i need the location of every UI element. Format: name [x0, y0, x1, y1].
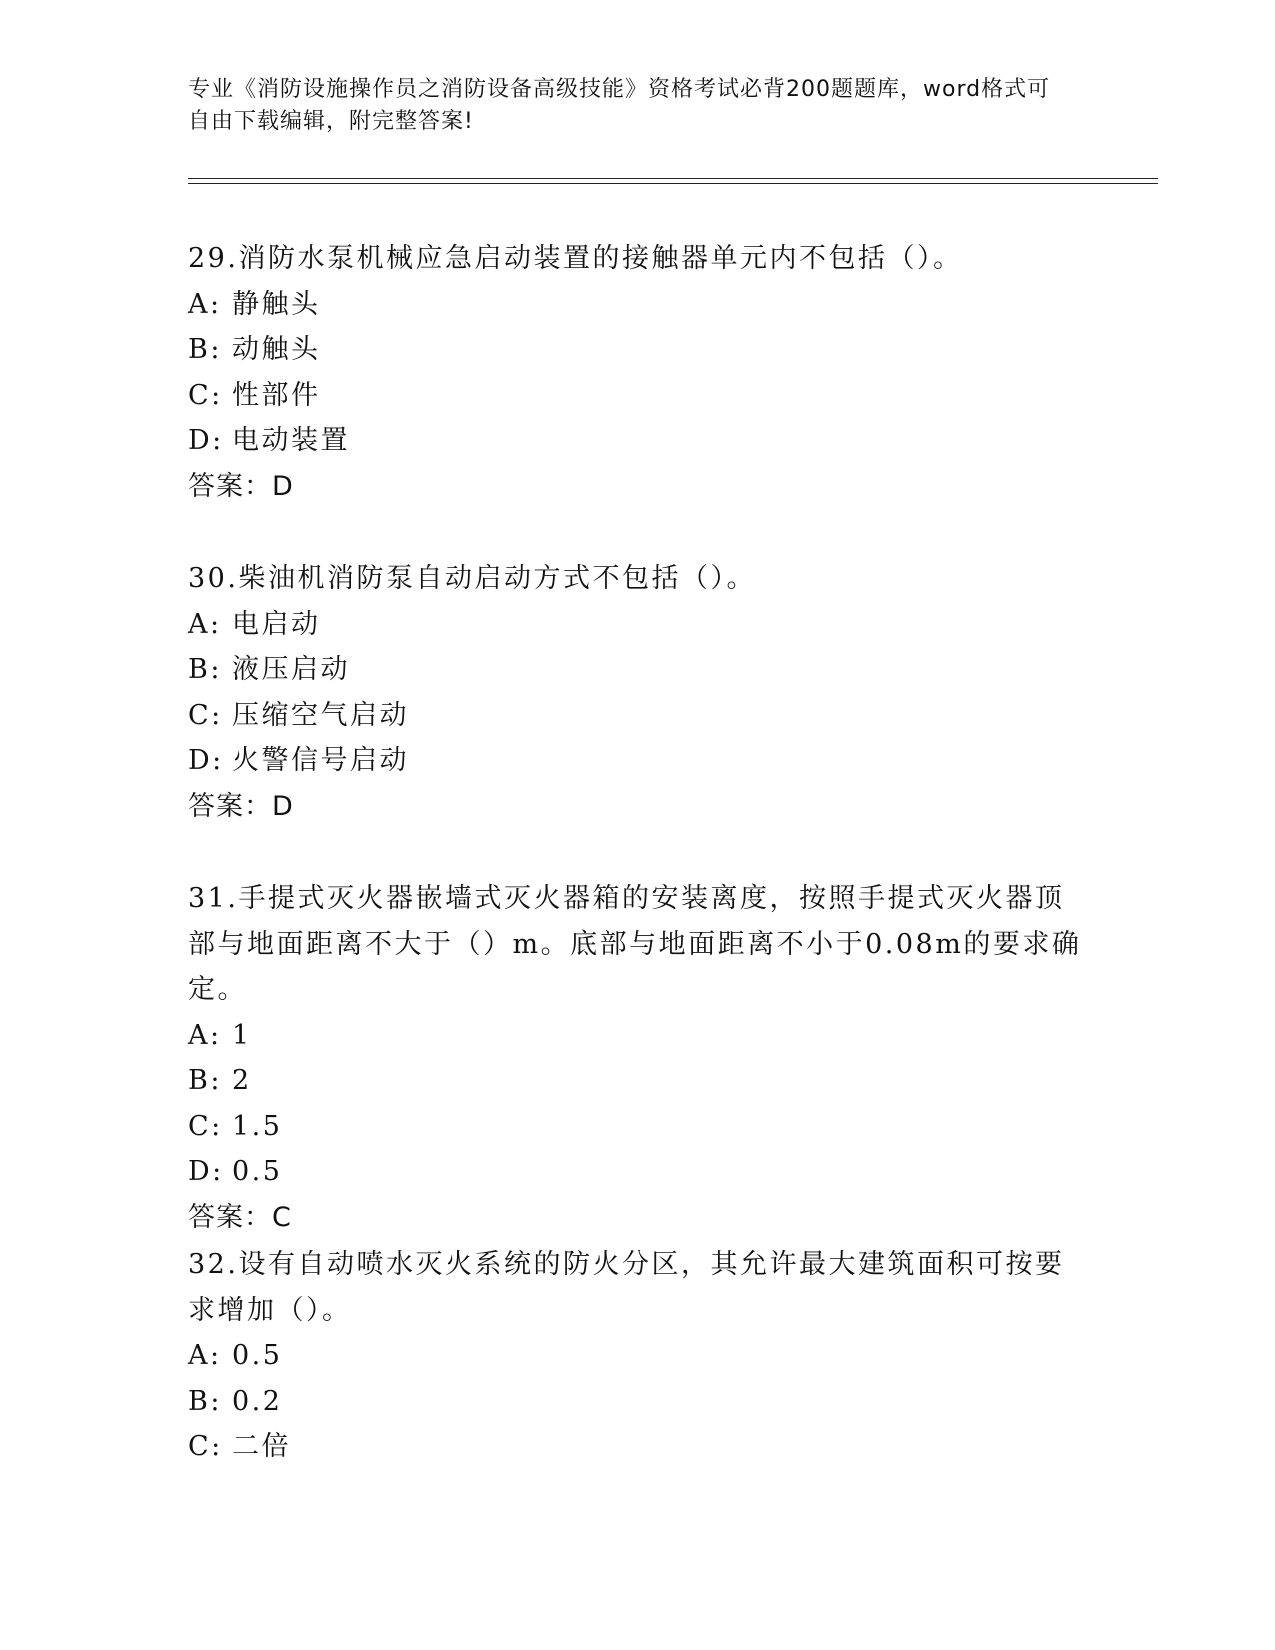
answer-value: C — [272, 1201, 292, 1233]
question-29 — [188, 236, 1088, 509]
answer-label: 答案： — [188, 790, 272, 822]
option-a — [188, 602, 1088, 648]
option-b — [188, 327, 1088, 373]
option-text: 0.5 — [232, 1340, 283, 1371]
option-text: 电启动 — [232, 608, 321, 640]
header-divider-top — [188, 178, 1158, 179]
option-text: 火警信号启动 — [232, 745, 409, 776]
option-b — [188, 1379, 1088, 1425]
option-letter: C: — [188, 699, 223, 731]
option-text: 0.2 — [232, 1385, 283, 1417]
option-d — [188, 1149, 1088, 1195]
option-letter: C: — [188, 1431, 223, 1462]
question-stem: 30.柴油机消防泵自动启动方式不包括（）。 — [188, 563, 756, 594]
option-letter: A: — [188, 1340, 222, 1371]
option-b — [188, 647, 1088, 693]
option-a — [188, 282, 1088, 328]
document-header: 专业《消防设施操作员之消防设备高级技能》资格考试必背200题题库，word格式可自由下载编辑，附完整答案! — [188, 77, 1051, 134]
answer-value: D — [272, 790, 294, 822]
option-letter: D: — [188, 745, 224, 776]
option-letter: A: — [188, 1019, 222, 1051]
question-stem: 32.设有自动喷水灭火系统的防火分区，其允许最大建筑面积可按要求增加（）。 — [188, 1249, 1065, 1326]
option-letter: B: — [188, 1065, 222, 1096]
option-c — [188, 693, 1088, 739]
option-letter: D: — [188, 425, 224, 456]
question-stem: 31.手提式灭火器嵌墙式灭火器箱的安装离度，按照手提式灭火器顶部与地面距离不大于（）m。底部与地面距离不小于0.08m的要求确定。 — [188, 883, 1082, 1005]
option-letter: D: — [188, 1156, 224, 1187]
option-c — [188, 373, 1088, 419]
answer-value: D — [272, 470, 294, 502]
option-letter: A: — [188, 288, 222, 320]
option-b — [188, 1058, 1088, 1104]
option-text: 2 — [232, 1065, 252, 1096]
question-32 — [188, 1242, 1088, 1470]
option-c — [188, 1104, 1088, 1150]
header-divider-bottom — [188, 183, 1158, 184]
option-letter: B: — [188, 654, 222, 685]
option-text: 性部件 — [232, 379, 321, 411]
option-letter: B: — [188, 1385, 222, 1417]
question-30 — [188, 556, 1088, 829]
option-text: 动触头 — [232, 334, 321, 365]
option-text: 1.5 — [232, 1110, 283, 1142]
question-stem: 29.消防水泵机械应急启动装置的接触器单元内不包括（）。 — [188, 243, 963, 274]
option-text: 二倍 — [232, 1431, 291, 1462]
question-31 — [188, 876, 1088, 1240]
option-d — [188, 738, 1088, 784]
option-a — [188, 1333, 1088, 1379]
answer-line — [188, 1195, 1088, 1241]
option-text: 静触头 — [232, 288, 321, 320]
option-letter: C: — [188, 1110, 223, 1142]
option-letter: C: — [188, 379, 223, 411]
option-text: 1 — [232, 1019, 252, 1051]
option-text: 0.5 — [232, 1156, 283, 1187]
option-letter: A: — [188, 608, 222, 640]
option-d — [188, 418, 1088, 464]
option-letter: B: — [188, 334, 222, 365]
option-text: 压缩空气启动 — [232, 699, 409, 731]
option-text: 液压启动 — [232, 654, 350, 685]
answer-line — [188, 464, 1088, 510]
answer-label: 答案： — [188, 470, 272, 502]
option-text: 电动装置 — [232, 425, 350, 456]
option-a — [188, 1013, 1088, 1059]
answer-line — [188, 784, 1088, 830]
option-c — [188, 1424, 1088, 1470]
answer-label: 答案： — [188, 1201, 272, 1233]
